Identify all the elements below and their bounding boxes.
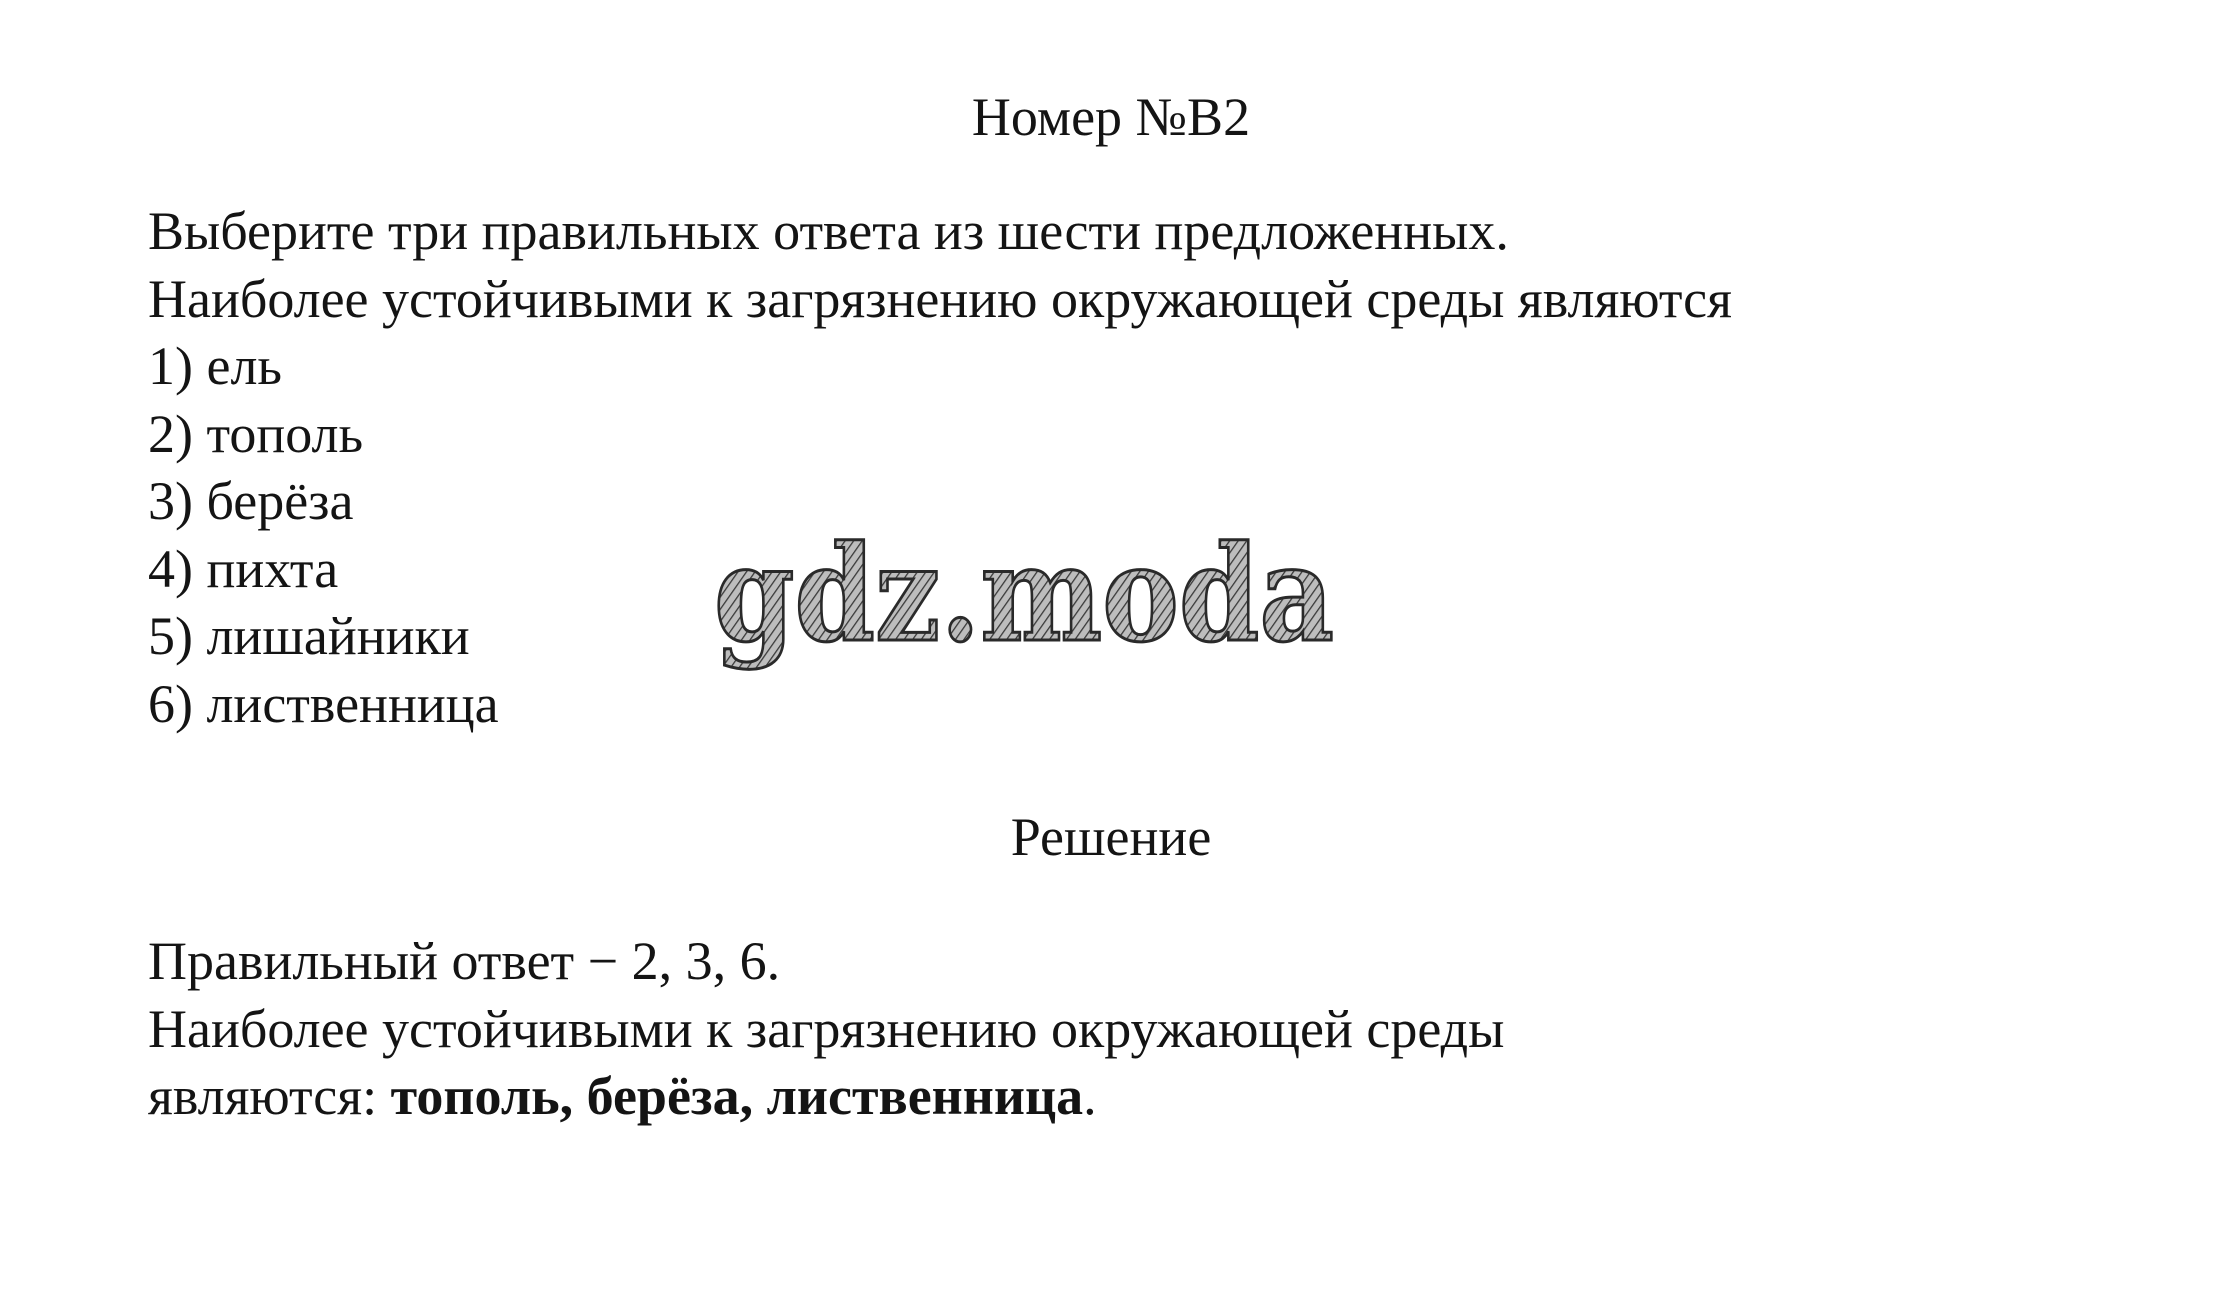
watermark-logo	[708, 517, 1348, 688]
option-item: 4) пихта	[148, 538, 339, 599]
explanation-line-2	[148, 1063, 1504, 1131]
option-item: 3) берёза	[148, 471, 354, 531]
solution-block	[148, 928, 1504, 1131]
question-text: Наиболее устойчивыми к загрязнению окружающей среды являются	[148, 268, 1732, 329]
option-item: 6) лиственница	[148, 673, 499, 734]
answer-line: Правильный ответ − 2, 3, 6.	[148, 931, 781, 991]
explanation-line: Наиболее устойчивыми к загрязнению окружающей среды	[148, 998, 1505, 1059]
option-item: 5) лишайники	[148, 606, 470, 666]
solution-heading: Решение	[1010, 807, 1212, 867]
page-title: Номер №В2	[971, 87, 1251, 147]
option-item: 1) ель	[148, 336, 283, 396]
watermark-text: gdz.moda	[714, 517, 1334, 672]
explanation-suffix: .	[1083, 1066, 1097, 1126]
explanation-answer-bold: тополь, берёза, лиственница	[390, 1066, 1084, 1126]
option-item: 2) тополь	[148, 403, 364, 464]
question-instruction: Выберите три правильных ответа из шести предложенных.	[148, 201, 1509, 261]
explanation-prefix: являются:	[148, 1066, 391, 1126]
